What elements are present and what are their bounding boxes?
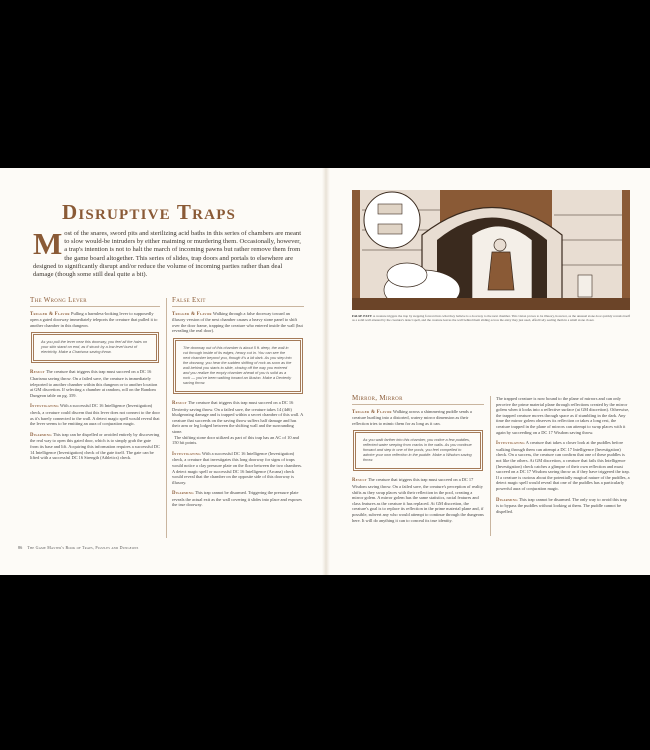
investigating-label: Investigating xyxy=(496,441,525,447)
intro-text: ost of the snares, sword pits and sterilizing acid baths in this series of chambers are meant to slow would-be intruders by either maiming or murdering them. Occasionally, however, a trap's intention is not to halt the march of incoming pawns but rather remove them from the game board altogether. This series of slides, trap doors and portals to elsewhere are designed to significantly disrupt and/or reduce the volume of incoming parties rather than deal damage (though some still deal quite a bit). xyxy=(33,230,302,279)
section-mirror-mirror xyxy=(352,396,484,528)
result-label: Result xyxy=(352,478,367,484)
disarming-text: This trap can be dispelled or avoided entirely by discovering the real way to open this gated door, which is to simply grab the gate from its base and lift. Acquiring this information requires a successful DC 14 Intelligence (Investigation) check of the gate itself. The gate can be lifted with a successful DC 16 Strength (Athletics) check. xyxy=(30,431,160,461)
book-spread xyxy=(0,168,650,575)
book-title: The Game Master's Book of Traps, Puzzles and Dungeons xyxy=(27,545,139,550)
illustration-caption xyxy=(352,314,630,322)
doorway-illustration-icon xyxy=(352,190,630,310)
result-label: Result xyxy=(172,400,187,406)
trigger-label: Trigger & Flavor xyxy=(172,311,212,317)
trigger-label: Trigger & Flavor xyxy=(352,409,392,415)
page-footer xyxy=(18,545,138,550)
section-heading: Mirror, Mirror xyxy=(352,396,484,405)
section-mirror-mirror-continued xyxy=(496,396,630,519)
result-text: The creature that triggers this trap must succeed on a DC 16 Dexterity saving throw. On a failed save, the creature takes 14 (4d6) bludgeoning damage and is trapped within a secret chamber of this wall. A creature that succeeds on the saving throw suffers half damage and has their arm or leg lodged between the shifting wall and the surrounding stone. xyxy=(172,399,304,434)
disarming-text: This trap cannot be disarmed. Triggering the pressure plate reveals the actual exit as the wall covering it slides into place and exposes the true doorway. xyxy=(172,490,302,508)
page-gutter xyxy=(322,168,330,575)
investigating-text: With a successful DC 16 Intelligence (Investigation) check, a creature could discern that this lever does not connect to the door as it's barely connected to the wall. A detect magic spell would reveal that the lever seems to be emitting an aura of conjuration magic. xyxy=(30,403,160,427)
section-heading: The Wrong Lever xyxy=(30,298,160,307)
trigger-text: Walking across a shimmering puddle sends a creature hurtling into a distorted, watery mirror dimension as their reflection tries to mimic them for as long as it can. xyxy=(352,408,472,426)
trigger-text: Pulling a harmless-looking lever to supposedly open a gated doorway immediately teleports the creature that pulled it to another chamber in this dungeon. xyxy=(30,310,158,328)
investigating-text: With a successful DC 16 Intelligence (Investigation) check, a creature that investigates this long doorway for signs of traps would notice a clay pressure plate on the floor between the two chambers. A detect magic spell or successful DC 16 Intelligence (Arcana) check would reveal that the chamber on the opposite side of this doorway is illusory. xyxy=(172,450,303,485)
result-text-2: The shifting stone door utilized as part of this trap has an AC of 10 and 150 hit points. xyxy=(172,434,299,446)
investigating-label: Investigating xyxy=(30,404,59,410)
result-text: The creature that triggers this trap must succeed on a DC 17 Wisdom saving throw. On a failed save, the creature's perception of reality shifts as they swap places with their reflection in the pool, creating a mirror golem. A mirror golem has the same statistics, racial features and class features as the creature it has replaced. At GM discretion, the creature's goal is to replace its reflection in the prime material plane and, if possible, subvert any who would attempt to continue through the dungeons here. It will do anything it can to conceal its true identity. xyxy=(352,477,484,523)
trigger-text: Walking through a false doorway toward an illusory version of the next chamber causes a heavy stone panel to shift over the door frame, trapping the creature who entered inside the wall (but revealing the real door). xyxy=(172,310,303,334)
intro-paragraph xyxy=(33,226,303,279)
read-aloud-box: As you pull the lever near this doorway, you feel all the hairs on your skin stand on end, as if struck by a low level burst of electricity. Make a Charisma saving throw. xyxy=(33,334,157,361)
caption-text: A creature triggers the trap by stepping forward into what they believe is a doorway to the next chamber. This vision proves to be illusory, however, as the unusual stone door quickly reveals itself as a solid wall attested by the creature's detect spell, and the creature leaves the wall behind them sliding across the entry they just used, effectively sealing them in a small stone closet. xyxy=(352,314,631,323)
page-title: Disruptive Traps xyxy=(62,200,237,224)
section-false-exit xyxy=(172,298,304,513)
caption-label: FALSE EXIT: xyxy=(352,314,373,318)
disarming-text: This trap cannot be disarmed. The only way to avoid this trap is to bypass the puddles without looking at them. The puddle cannot be dispelled. xyxy=(496,496,627,514)
drop-cap: M xyxy=(33,226,63,261)
investigating-label: Investigating xyxy=(172,451,201,457)
result-text: The creature that triggers this trap must succeed on a DC 16 Charisma saving throw. On a failed save, the creature is immediately teleported to another chamber within this dungeon or to another location at GM discretion. If selecting a chamber at random, roll on the Random Dungeon table on pg. 359. xyxy=(30,369,158,398)
page-number: 86 xyxy=(18,545,23,550)
read-aloud-box: As you walk farther into this chamber, you notice a few puddles, reflected water seeping from cracks in the walls. As you continue forward and step in one of the pools, you feel compelled to admire your own reflection in the puddle. Make a Wisdom saving throw. xyxy=(355,432,481,469)
disarming-label: Disarming xyxy=(172,491,194,497)
column-divider xyxy=(490,396,491,536)
section-heading: False Exit xyxy=(172,298,304,307)
disarming-label: Disarming xyxy=(496,497,518,503)
result-label: Result xyxy=(30,370,45,376)
false-exit-illustration xyxy=(352,190,630,310)
trigger-label: Trigger & Flavor xyxy=(30,311,70,317)
disarming-label: Disarming xyxy=(30,432,52,438)
investigating-text: A creature that takes a closer look at the puddles before walking through them can attempt a DC 17 Intelligence (Investigation) check. On a success, the creature can confirm that one of these puddles is not like the others. At GM discretion, a creature that fails this Intelligence (Investigation) check catches a glimpse of their own reflection and must succeed on a DC 17 Wisdom saving throw as if they have triggered the trap. If a creature is curious about the potentially magical nature of the puddles, a detect magic spell would reveal that one of the puddles has a particularly powerful aura of conjuration magic. xyxy=(496,440,630,491)
section-wrong-lever xyxy=(30,298,160,466)
read-aloud-box: The doorway out of this chamber is about 5 ft. deep, the wall in cut through inside of its edges, heavy cut in. You can see the next chamber beyond you, though it's a bit dark. As you step into the doorway, you hear the sudden shifting of rock as soon as the wall behind you starts to slide, closing off the way you entered and you realize the empty chamber ahead of you is solid as a rock — you've been walking toward an illusion. Make a Dexterity saving throw. xyxy=(175,340,301,392)
column-divider xyxy=(166,298,167,538)
result-text-2: The trapped creature is now bound to the plane of mirrors and can only perceive the prime material plane through reflections created by the mirror golem when it looks into a reflective surface (at GM discretion). Otherwise, the trapped creature moves through space as if stumbling in the dark. Any time the mirror golem observes its reflection or takes a long rest, the creature trapped in the plane of mirrors can attempt to swap places with it again by succeeding on a DC 17 Wisdom saving throw. xyxy=(496,396,630,435)
